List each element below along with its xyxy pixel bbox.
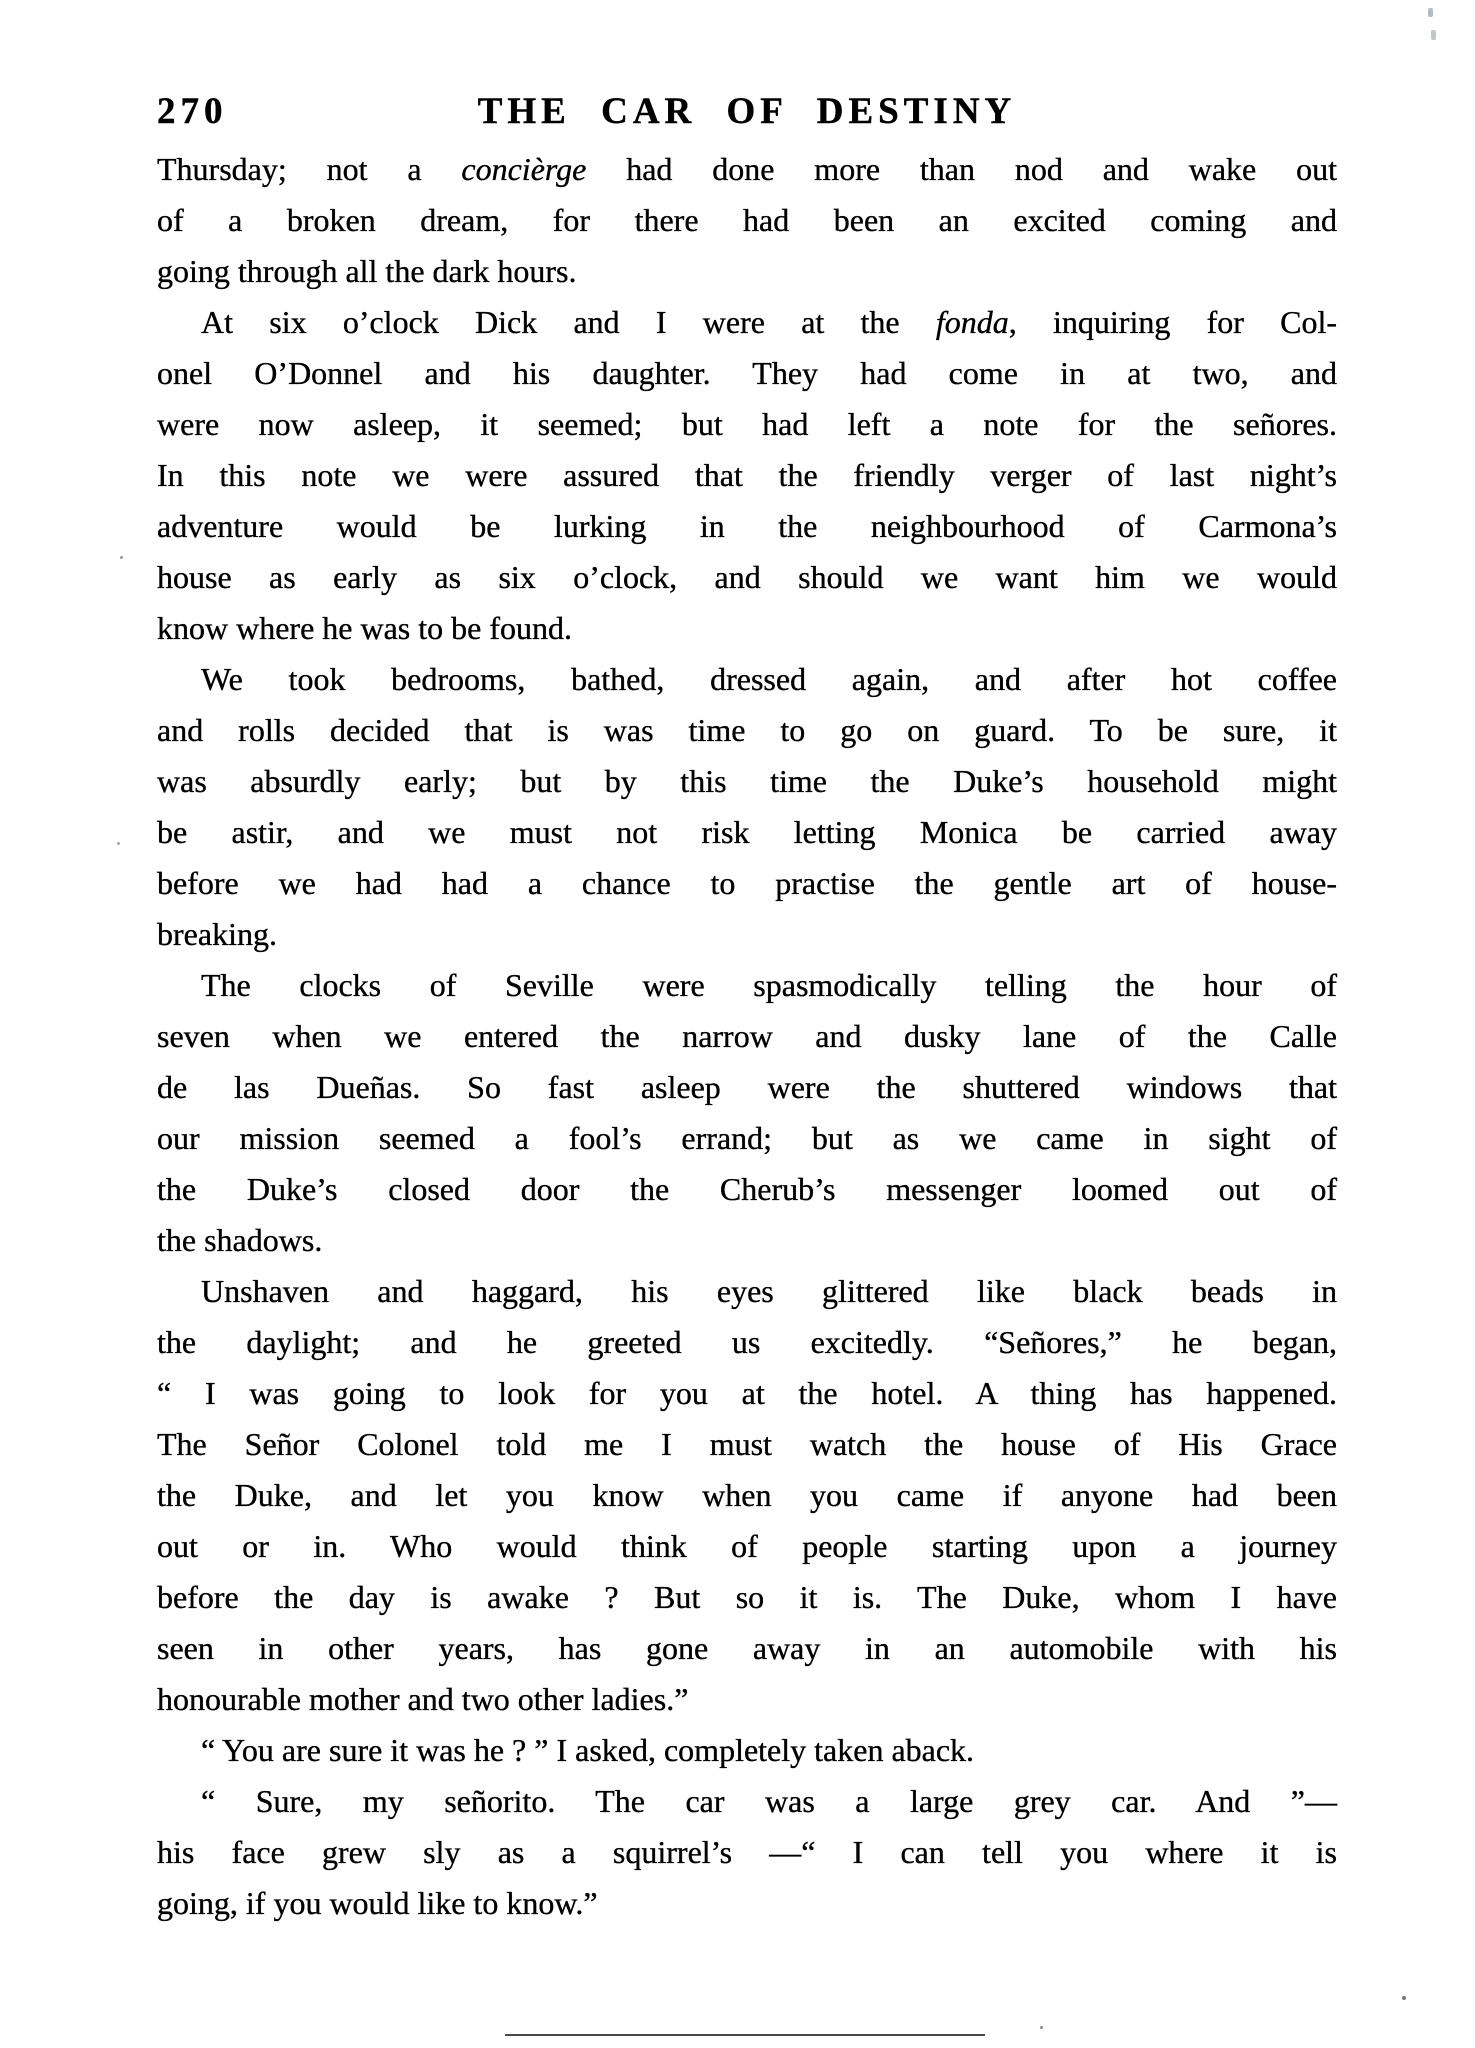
text-segment: Unshaven and haggard, his eyes glittered like black beads in (201, 1273, 1337, 1309)
text-line (157, 654, 1337, 705)
scan-artifact-top-right-1 (1428, 8, 1433, 17)
page-number: 270 (157, 91, 228, 132)
paragraph (157, 960, 1337, 1266)
page-body (157, 144, 1337, 1929)
text-line (157, 1521, 1337, 1572)
text-line (157, 909, 1337, 960)
text-line (157, 501, 1337, 552)
page-header (157, 90, 1337, 136)
text-line (157, 348, 1337, 399)
text-segment: onel O’Donnel and his daughter. They had come in at two, and (157, 355, 1337, 391)
scan-artifact-top-right-2 (1431, 30, 1436, 40)
paragraph (157, 297, 1337, 654)
paragraph (157, 1266, 1337, 1725)
text-line (157, 1215, 1337, 1266)
scan-artifact-dot (1402, 1996, 1406, 2000)
text-segment: At six o’clock Dick and I were at the (201, 304, 936, 340)
text-line (157, 705, 1337, 756)
text-segment: going through all the dark hours. (157, 253, 577, 289)
text-segment: honourable mother and two other ladies.” (157, 1681, 689, 1717)
text-segment: de las Dueñas. So fast asleep were the shuttered windows that (157, 1069, 1337, 1105)
text-segment: were now asleep, it seemed; but had left a note for the señores. (157, 406, 1337, 442)
text-line (157, 1011, 1337, 1062)
text-line (157, 1470, 1337, 1521)
text-segment: “ Sure, my señorito. The car was a large grey car. And ”— (201, 1783, 1337, 1819)
text-line (157, 960, 1337, 1011)
text-segment: of a broken dream, for there had been an excited coming and (157, 202, 1337, 238)
text-segment: , inquiring for Col- (1008, 304, 1338, 340)
text-segment: our mission seemed a fool’s errand; but as we came in sight of (157, 1120, 1337, 1156)
paragraph (157, 654, 1337, 960)
text-line (157, 1368, 1337, 1419)
text-segment: seven when we entered the narrow and dusky lane of the Calle (157, 1018, 1337, 1054)
text-line (157, 1164, 1337, 1215)
italic-text: fonda (935, 304, 1009, 340)
text-segment: “ You are sure it was he ? ” I asked, completely taken aback. (201, 1732, 975, 1768)
text-line (157, 1725, 1337, 1776)
text-line (157, 1776, 1337, 1827)
text-segment: breaking. (157, 916, 277, 952)
running-title: THE CAR OF DESTINY (477, 91, 1017, 132)
text-line (157, 756, 1337, 807)
text-line (157, 195, 1337, 246)
text-line (157, 807, 1337, 858)
scan-artifact-dot (120, 556, 123, 559)
text-segment: “ I was going to look for you at the hotel. A thing has happened. (157, 1375, 1337, 1411)
text-segment: house as early as six o’clock, and should we want him we would (157, 559, 1337, 595)
text-line (157, 1878, 1337, 1929)
text-segment: and rolls decided that is was time to go on guard. To be sure, it (157, 712, 1337, 748)
text-segment: Thursday; not a (157, 151, 462, 187)
text-line (157, 552, 1337, 603)
text-line (157, 297, 1337, 348)
text-segment: before the day is awake ? But so it is. The Duke, whom I have (157, 1579, 1337, 1615)
text-segment: The Señor Colonel told me I must watch the house of His Grace (157, 1426, 1337, 1462)
text-line (157, 450, 1337, 501)
text-segment: be astir, and we must not risk letting Monica be carried away (157, 814, 1337, 850)
text-segment: We took bedrooms, bathed, dressed again, and after hot coffee (201, 661, 1337, 697)
text-segment: was absurdly early; but by this time the Duke’s household might (157, 763, 1337, 799)
text-line (157, 1827, 1337, 1878)
text-line (157, 1623, 1337, 1674)
text-segment: seen in other years, has gone away in an automobile with his (157, 1630, 1337, 1666)
text-line (157, 1572, 1337, 1623)
text-line (157, 1113, 1337, 1164)
text-segment: had done more than nod and wake out (586, 151, 1338, 187)
text-line (157, 858, 1337, 909)
scan-artifact-bottom-line (505, 2034, 985, 2036)
text-line (157, 1674, 1337, 1725)
text-line (157, 399, 1337, 450)
text-segment: the daylight; and he greeted us excitedly. “Señores,” he began, (157, 1324, 1337, 1360)
text-segment: The clocks of Seville were spasmodically telling the hour of (201, 967, 1337, 1003)
text-segment: his face grew sly as a squirrel’s —“ I can tell you where it is (157, 1834, 1337, 1870)
text-segment: the shadows. (157, 1222, 323, 1258)
scan-artifact-dot (117, 842, 120, 845)
italic-text: concièrge (461, 151, 587, 187)
text-segment: In this note we were assured that the friendly verger of last night’s (157, 457, 1337, 493)
text-line (157, 1419, 1337, 1470)
paragraph (157, 1725, 1337, 1776)
text-line (157, 1266, 1337, 1317)
text-line (157, 1317, 1337, 1368)
scan-artifact-dot (1040, 2026, 1043, 2029)
text-segment: out or in. Who would think of people starting upon a journey (157, 1528, 1337, 1564)
text-line (157, 144, 1337, 195)
text-segment: the Duke’s closed door the Cherub’s messenger loomed out of (157, 1171, 1337, 1207)
text-segment: adventure would be lurking in the neighbourhood of Carmona’s (157, 508, 1337, 544)
text-line (157, 1062, 1337, 1113)
text-segment: know where he was to be found. (157, 610, 572, 646)
text-segment: the Duke, and let you know when you came if anyone had been (157, 1477, 1337, 1513)
text-segment: before we had had a chance to practise the gentle art of house- (157, 865, 1337, 901)
text-line (157, 246, 1337, 297)
text-line (157, 603, 1337, 654)
paragraph (157, 1776, 1337, 1929)
paragraph (157, 144, 1337, 297)
text-segment: going, if you would like to know.” (157, 1885, 598, 1921)
